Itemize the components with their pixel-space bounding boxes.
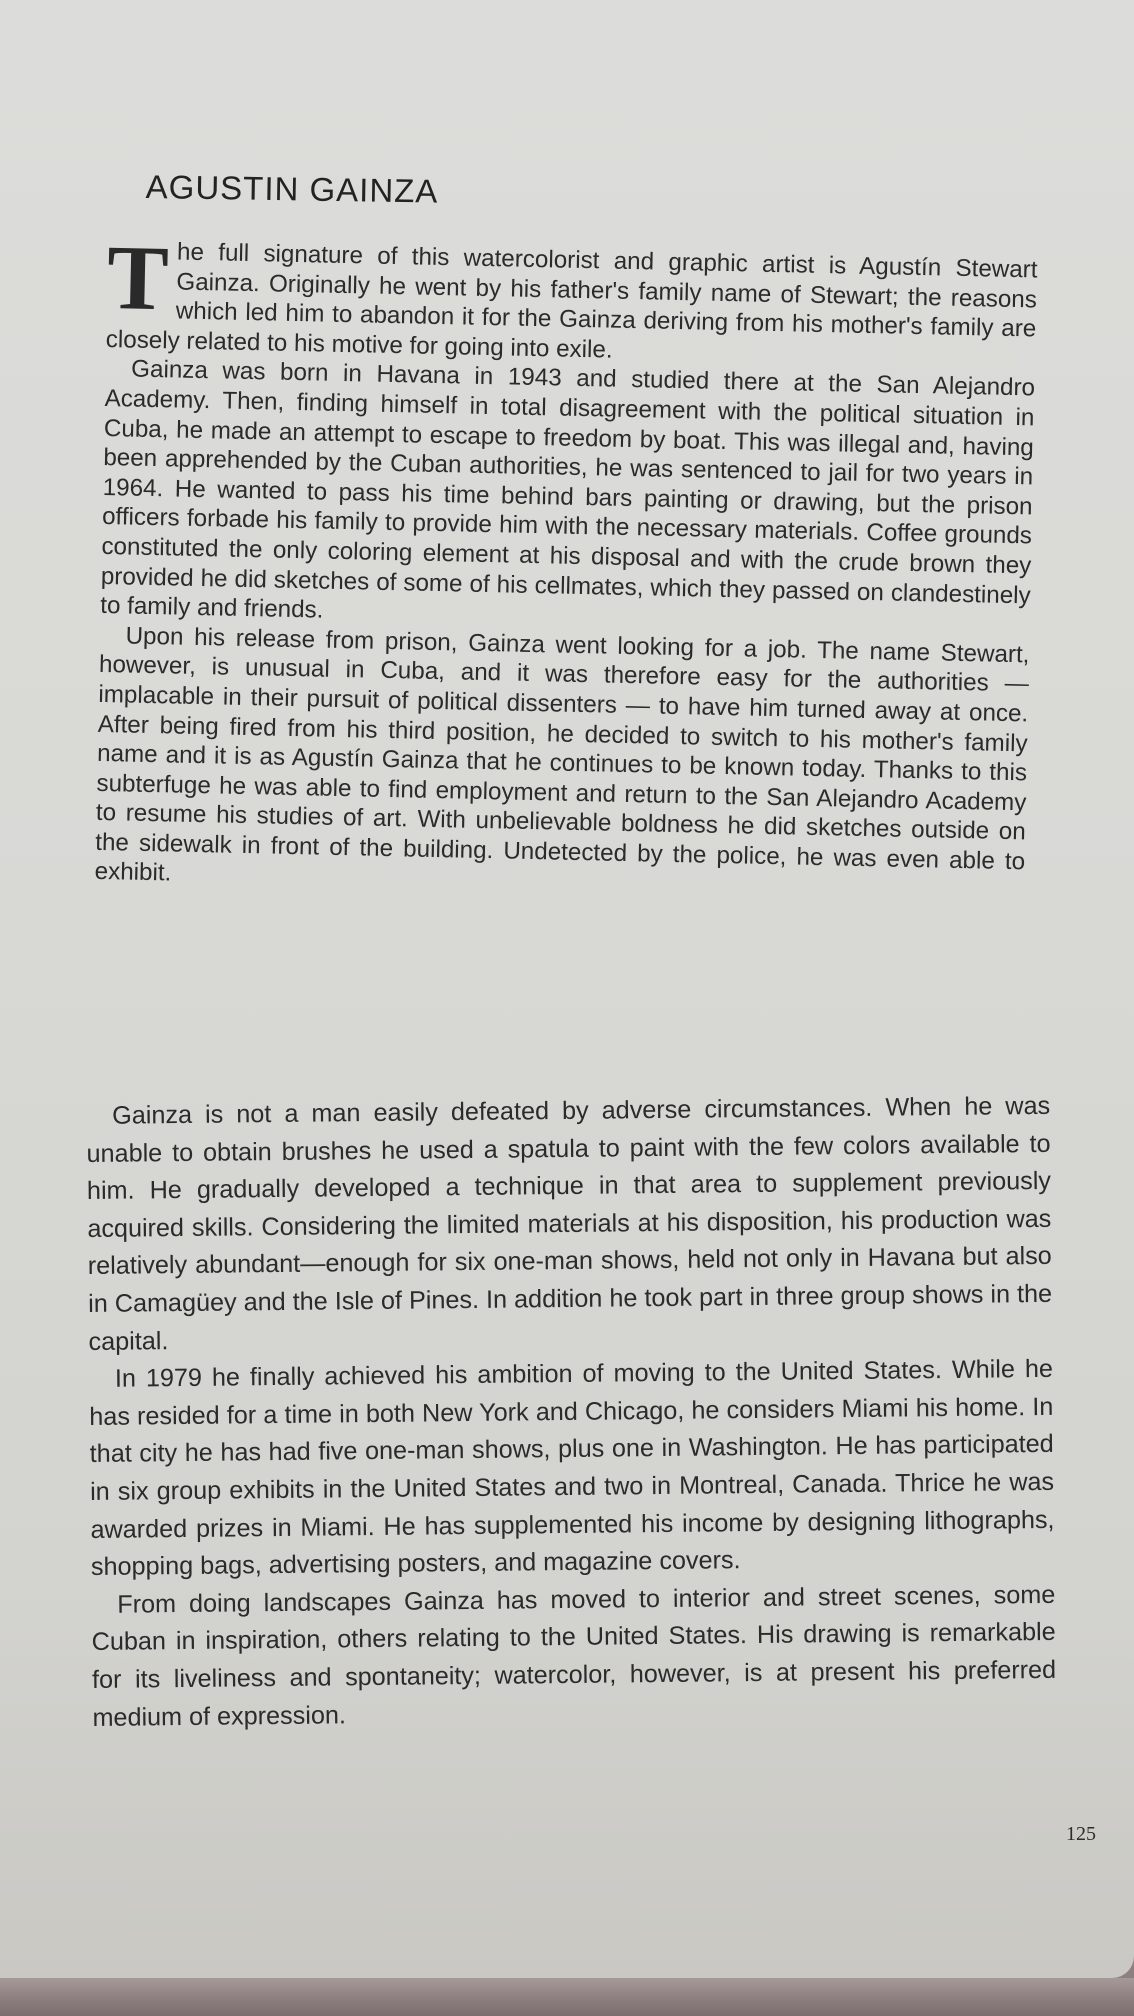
paragraph-1-text: he full signature of this watercolorist and graphic artist is Agustín Stewart Gainza. Originally he went by his father's family name of Stewart; the reasons which led him to abandon it for the Gainza deriving from his mother's family are closely related to his motive for going into exile. (105, 238, 1038, 364)
background-surface (0, 1978, 1134, 2016)
drop-cap: T (106, 226, 170, 330)
page-title: AGUSTIN GAINZA (145, 168, 439, 210)
text-block-upper (94, 226, 1038, 906)
paragraph-4: Gainza is not a man easily defeated by adverse circumstances. When he was unable to obtain brushes he used a spatula to paint with the few colors available to him. He gradually developed a technique in that area to supplement previously acquired skills. Considering the limited materials at his disposition, his production was relatively abundant—enough for six one-man shows, held not only in Havana but also in Camagüey and the Isle of Pines. In addition he took part in three group shows in the capital. (86, 1091, 1053, 1356)
paragraph-2: Gainza was born in Havana in 1943 and studied there at the San Alejandro Academy. Then, finding himself in total disagreement with the political situation in Cuba, he made an attempt to escape to freedom by boat. This was illegal and, having been apprehended by the Cuban authorities, he was sentenced to jail for two years in 1964. He wanted to pass his time behind bars painting or drawing, but the prison officers forbade his family to provide him with the necessary materials. Coffee grounds constituted the only coloring element at his disposal and with the crude brown they provided he did sketches of some of his cellmates, which they passed on clandestinely to family and friends. (99, 355, 1036, 624)
paragraph-5: In 1979 he finally achieved his ambition of moving to the United States. While he has resided for a time in both New York and Chicago, he considers Miami his home. In that city he has had five one-man shows, plus one in Washington. He has participated in six group exhibits in the United States and two in Montreal, Canada. Thrice he was awarded prizes in Miami. He has supplemented his income by designing lithographs, shopping bags, advertising posters, and magazine covers. (89, 1355, 1055, 1582)
paragraph-1 (105, 226, 1038, 374)
text-block-lower (86, 1088, 1057, 1737)
paragraph-6: From doing landscapes Gainza has moved to interior and street scenes, some Cuban in inspiration, others relating to the United States. His drawing is remarkable for its liveliness and spontaneity; watercolor, however, is at present his preferred medium of expression. (91, 1580, 1057, 1732)
page-number: 125 (1066, 1823, 1096, 1845)
paragraph-3: Upon his release from prison, Gainza went looking for a job. The name Stewart, however, is unusual in Cuba, and it was therefore easy for the authorities — implacable in their pursuit of political dissenters — to have him turned away at once. After being fired from his third position, he decided to switch to his mother's family name and it is as Agustín Gainza that he continues to be known today. Thanks to this subterfuge he was able to find employment and return to the San Alejandro Academy to resume his studies of art. With unbelievable boldness he did sketches outside on the sidewalk in front of the building. Undetected by the police, he was even able to exhibit. (94, 622, 1030, 887)
